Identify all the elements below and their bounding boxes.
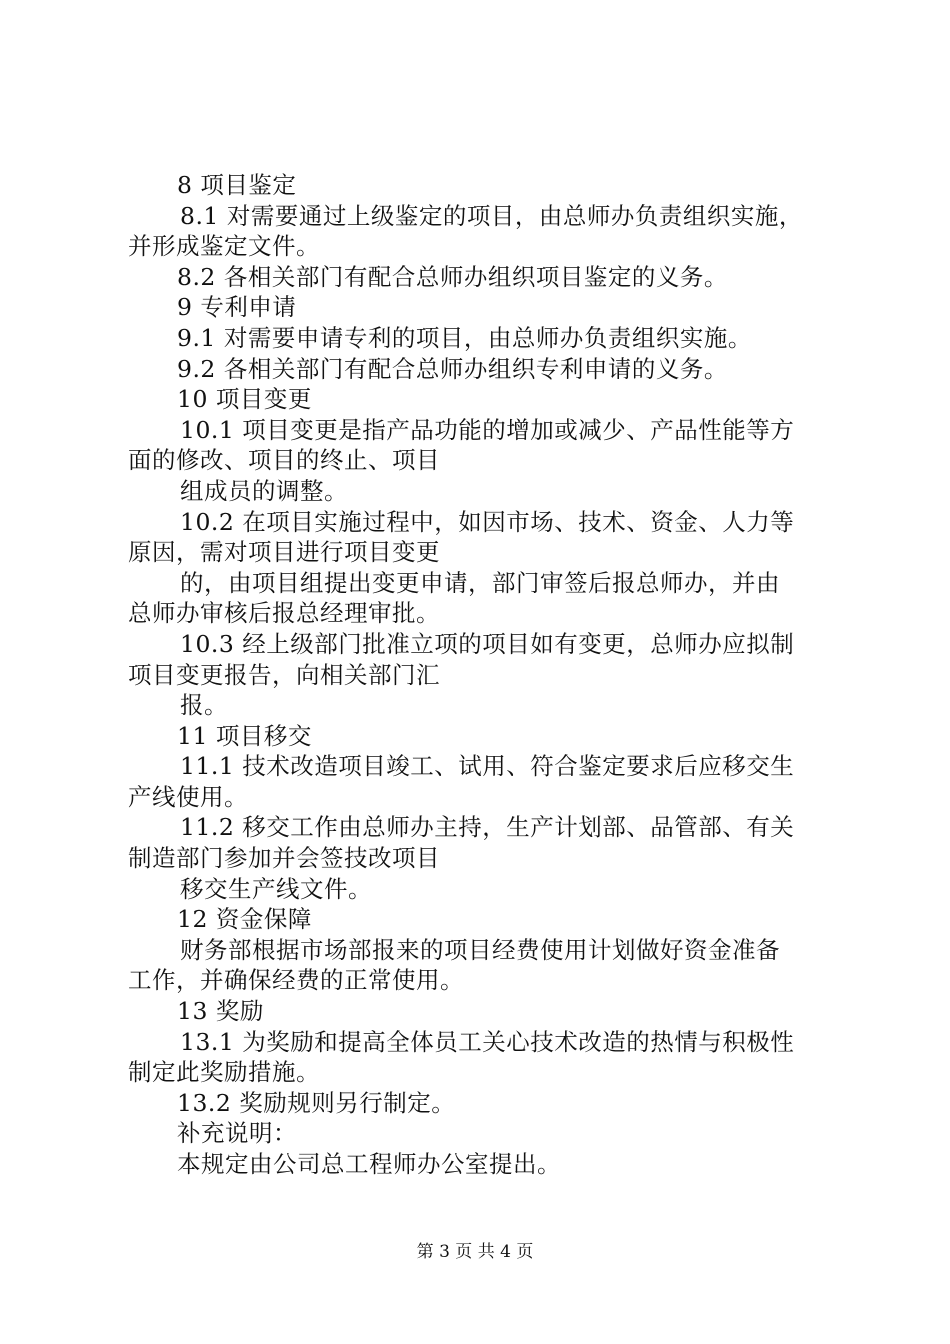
document-line: 8 项目鉴定 [177,171,297,199]
document-line: 11.2 移交工作由总师办主持，生产计划部、品管部、有关 [180,813,795,842]
document-line: 9.1 对需要申请专利的项目，由总师办负责组织实施。 [177,323,752,352]
document-line: 13.1 为奖励和提高全体员工关心技术改造的热情与积极性 [180,1027,795,1056]
document-line: 财务部根据市场部报来的项目经费使用计划做好资金准备 [180,935,780,964]
document-line: 11.1 技术改造项目竣工、试用、符合鉴定要求后应移交生 [180,752,795,781]
document-line: 本规定由公司总工程师办公室提出。 [177,1150,561,1178]
document-body [128,170,838,1180]
document-line: 10.1 项目变更是指产品功能的增加或减少、产品性能等方 [180,415,795,444]
document-line: 组成员的调整。 [180,476,348,505]
document-line: 制定此奖励措施。 [128,1058,320,1087]
document-line: 工作，并确保经费的正常使用。 [128,966,464,995]
document-line: 12 资金保障 [177,905,312,934]
document-line: 原因，需对项目进行项目变更 [128,538,440,567]
document-line: 13 奖励 [177,997,264,1026]
document-line: 13.2 奖励规则另行制定。 [177,1088,456,1117]
document-line: 8.1 对需要通过上级鉴定的项目，由总师办负责组织实施， [180,201,803,230]
document-line: 报。 [180,691,228,720]
document-line: 并形成鉴定文件。 [128,232,320,261]
document-line: 10.3 经上级部门批准立项的项目如有变更，总师办应拟制 [180,629,795,658]
page-footer: 第 3 页 共 4 页 [416,1242,534,1262]
document-line: 面的修改、项目的终止、项目 [128,446,440,475]
document-line: 补充说明： [177,1119,297,1148]
document-line: 项目变更报告，向相关部门汇 [128,660,440,689]
document-line: 9 专利申请 [177,293,297,322]
document-line: 制造部门参加并会签技改项目 [128,844,440,873]
document-line: 移交生产线文件。 [180,874,372,903]
document-line: 的，由项目组提出变更申请，部门审签后报总师办，并由 [180,568,780,597]
document-line: 10 项目变更 [177,385,312,414]
document-line: 11 项目移交 [177,721,312,750]
document-line: 8.2 各相关部门有配合总师办组织项目鉴定的义务。 [177,262,728,291]
document-line: 10.2 在项目实施过程中，如因市场、技术、资金、人力等 [180,507,795,536]
document-line: 产线使用。 [128,782,248,811]
document-line: 9.2 各相关部门有配合总师办组织专利申请的义务。 [177,354,728,383]
document-line: 总师办审核后报总经理审批。 [128,599,440,628]
